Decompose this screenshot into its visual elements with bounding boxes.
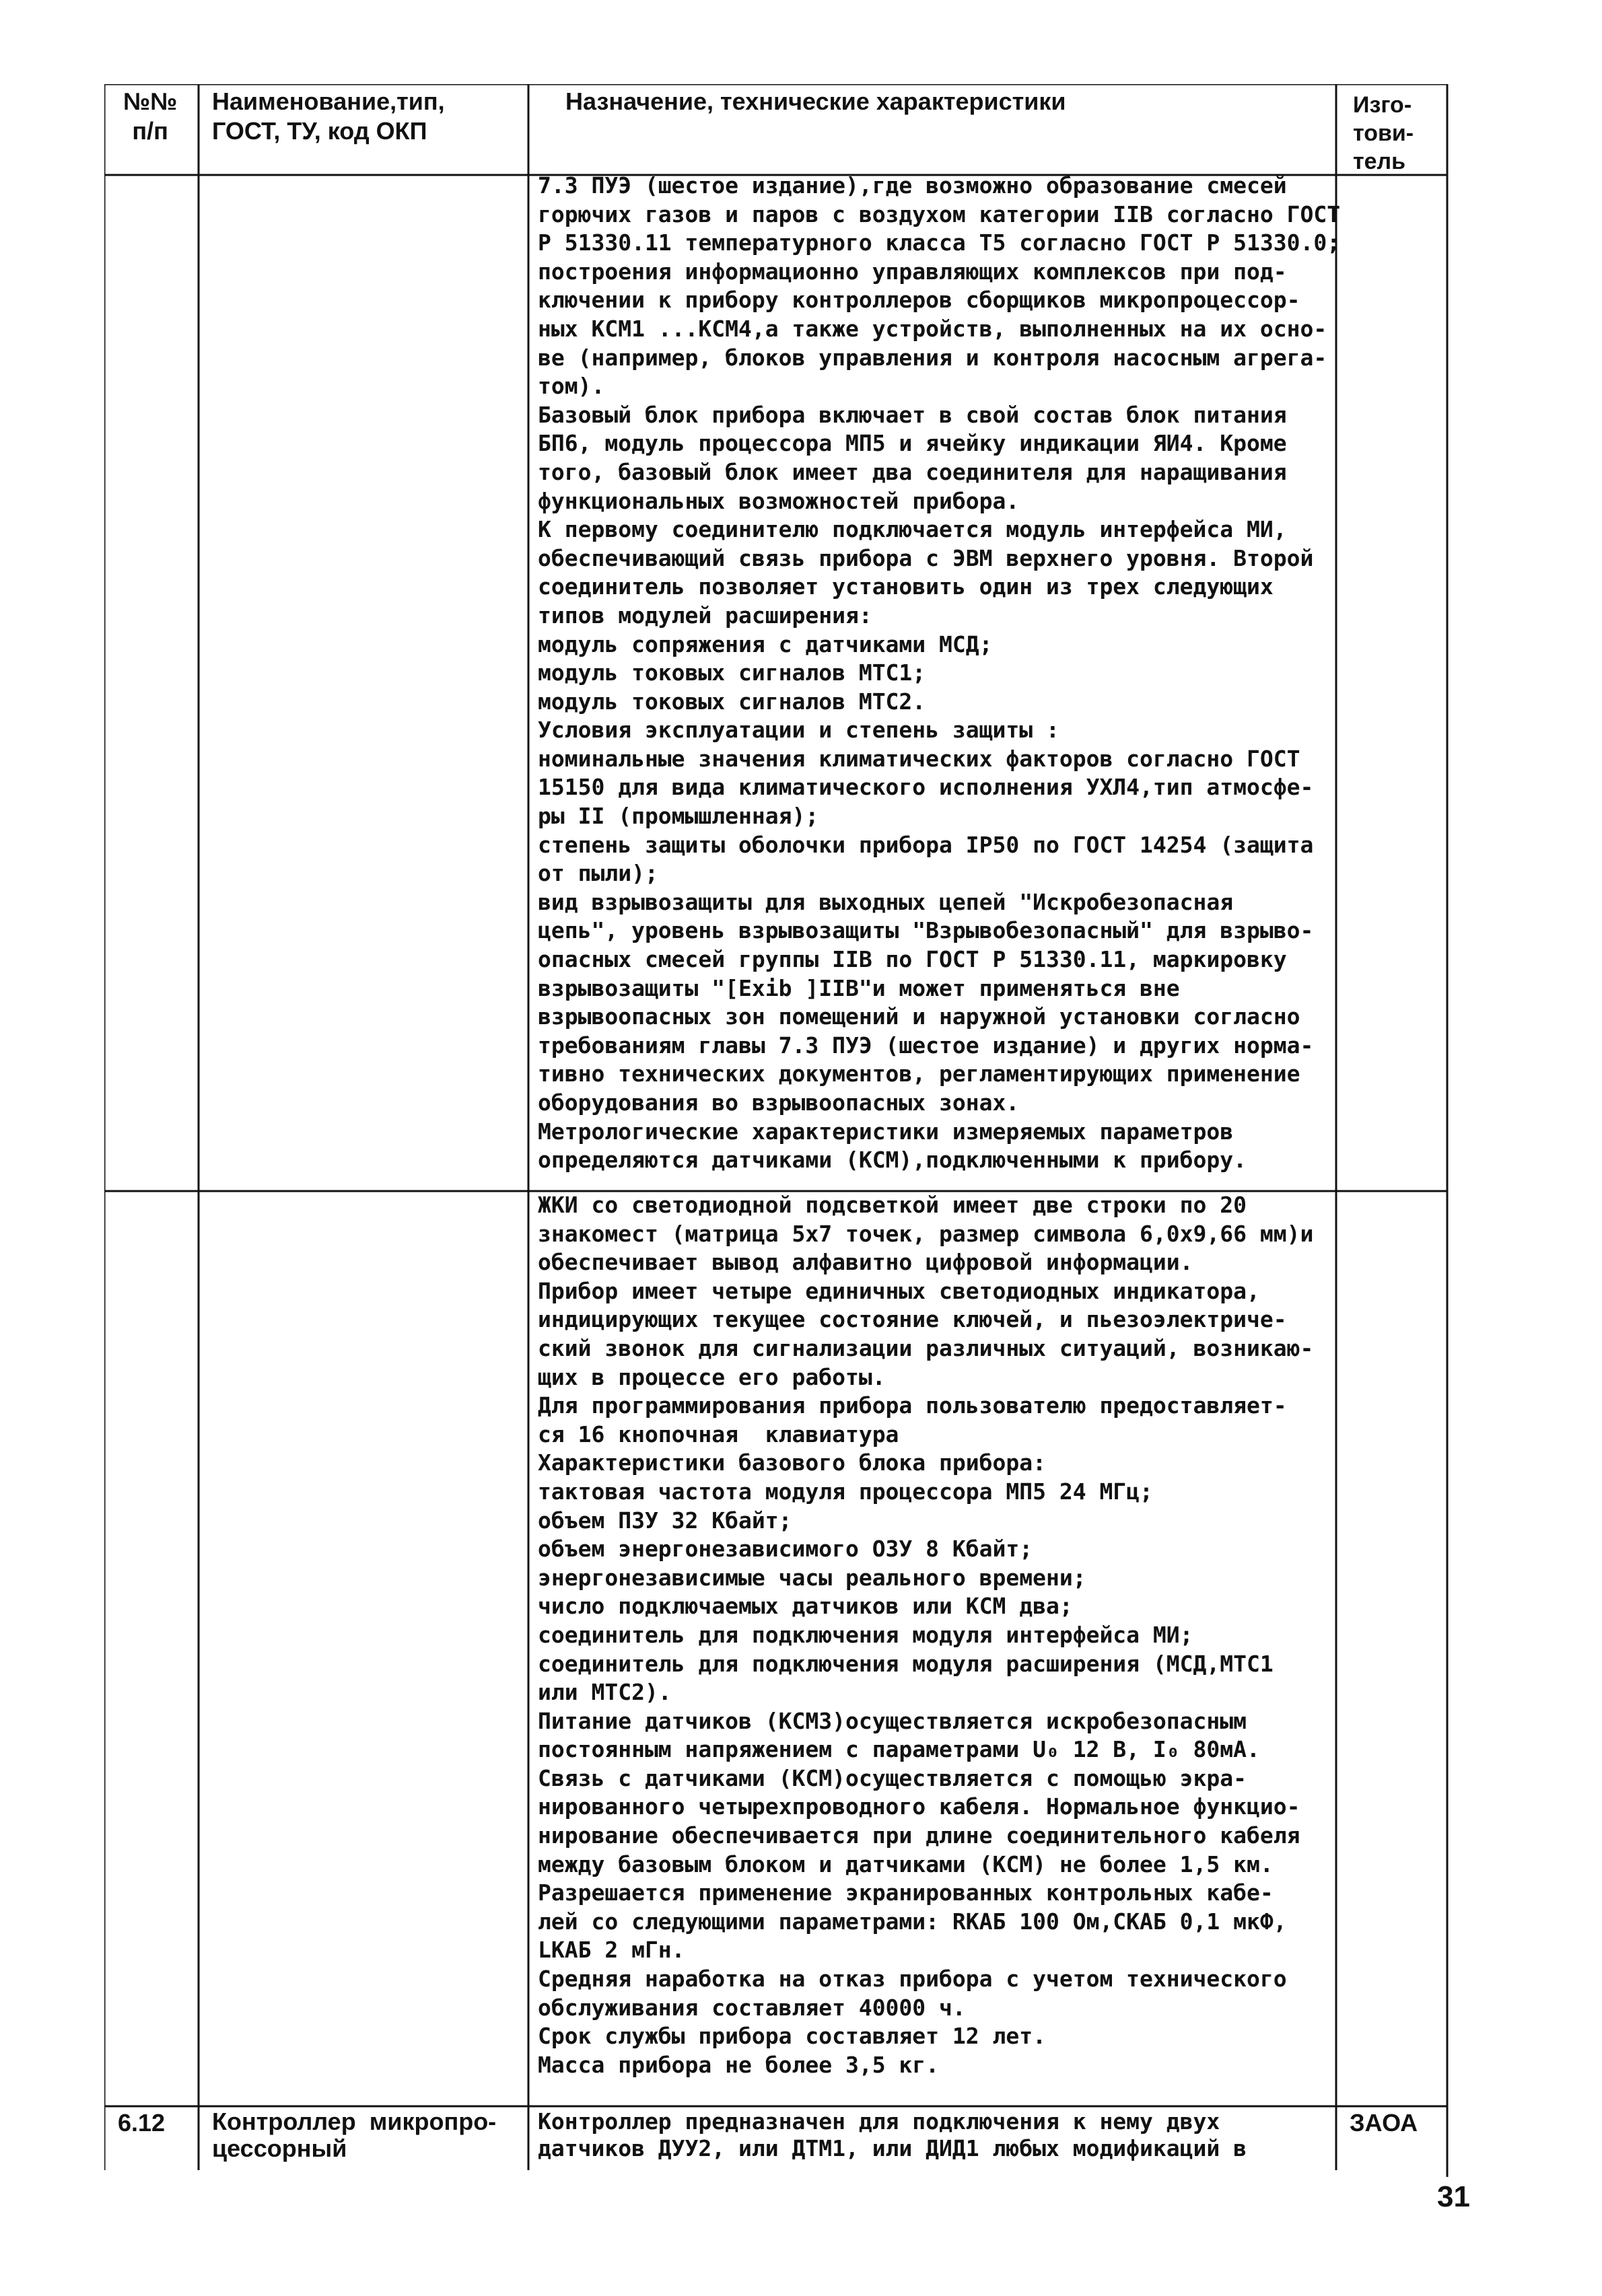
spec-table [104,84,1451,2180]
header-purpose: Назначение, технические характеристики [565,87,1066,115]
header-name: Наименование,тип, ГОСТ, ТУ, код ОКП [212,87,445,145]
row-3-manufacturer: ЗАОА [1350,2109,1418,2137]
row-1-purpose: 7.3 ПУЭ (шестое издание),где возможно образование смесей горючих газов и паров с воздухом категории IIВ согласно ГОСТ Р 51330.11 температурного класса Т5 согласно ГОСТ Р 51330.0; построения информационно управляющих комплексов при под- ключении к прибору контроллеров сборщиков микропроцессор- ных КСМ1 ...КСМ4,а также устройств, выполненных на их осно- ве (например, блоков управления и контроля насосным агрега- том). Базовый блок прибора включает в свой состав блок питания БП6, модуль процессора МП5 и ячейку индикации ЯИ4. Кроме того, базовый блок имеет два соединителя для наращивания функциональных возможностей прибора. К первому соединителю подключается модуль интерфейса МИ, обеспечивающий связь прибора с ЭВМ верхнего уровня. Второй соединитель позволяет установить один из трех следующих типов модулей расширения: модуль сопряжения с датчиками МСД; модуль токовых сигналов МТС1; модуль токовых сигналов МТС2. Условия эксплуатации и степень защиты : номинальные значения климатических факторов согласно ГОСТ 15150 для вида климатического исполнения УХЛ4,тип атмосфе- ры II (промышленная); степень защиты оболочки прибора IP50 по ГОСТ 14254 (защита от пыли); вид взрывозащиты для выходных цепей "Искробезопасная цепь", уровень взрывозащиты "Взрывобезопасный" для взрыво- опасных смесей группы IIВ по ГОСТ Р 51330.11, маркировку взрывозащиты "[Exib ]IIB"и может применяться вне взрывоопасных зон помещений и наружной установки согласно требованиям главы 7.3 ПУЭ (шестое издание) и других норма- тивно технических документов, регламентирующих применение оборудования во взрывоопасных зонах. Метрологические характеристики измеряемых параметров определяются датчиками (КСМ),подключенными к прибору. [538,172,1341,1174]
row-3-purpose: Контроллер предназначен для подключения к нему двух датчиков ДУУ2, или ДТМ1, или ДИД1 любых модификаций в [538,2108,1247,2161]
row-2-purpose: ЖКИ со светодиодной подсветкой имеет две строки по 20 знакомест (матрица 5х7 точек, размер символа 6,0х9,66 мм)и обеспечивает вывод алфавитно цифровой информации. Прибор имеет четыре единичных светодиодных индикатора, индицирующих текущее состояние ключей, и пьезоэлектриче- ский звонок для сигнализации различных ситуаций, возникаю- щих в процессе его работы. Для программирования прибора пользователю предоставляет- ся 16 кнопочная клавиатура Характеристики базового блока прибора: тактовая частота модуля процессора МП5 24 МГц; объем ПЗУ 32 Кбайт; объем энергонезависимого ОЗУ 8 Кбайт; энергонезависимые часы реального времени; число подключаемых датчиков или КСМ два; соединитель для подключения модуля интерфейса МИ; соединитель для подключения модуля расширения (МСД,МТС1 или МТС2). Питание датчиков (КСМ3)осуществляется искробезопасным постоянным напряжением с параметрами U₀ 12 В, I₀ 80мА. Связь с датчиками (КСМ)осуществляется с помощью экра- нированного четырехпроводного кабеля. Нормальное функцио- нирование обеспечивается при длине соединительного кабеля между базовым блоком и датчиками (КСМ) не более 1,5 км. Разрешается применение экранированных контрольных кабе- лей со следующими параметрами: RКАБ 100 Ом,CКАБ 0,1 мкФ, LКАБ 2 мГн. Средняя наработка на отказ прибора с учетом технического обслуживания составляет 40000 ч. Срок службы прибора составляет 12 лет. Масса прибора не более 3,5 кг. [538,1192,1314,2078]
row-3-name: Контроллер микропро- цессорный [212,2108,497,2162]
page-number: 31 [1437,2180,1470,2213]
row-3-number: 6.12 [118,2109,166,2137]
header-manufacturer: Изго- тови- тель [1353,92,1414,174]
header-number: №№ п/п [123,87,178,145]
